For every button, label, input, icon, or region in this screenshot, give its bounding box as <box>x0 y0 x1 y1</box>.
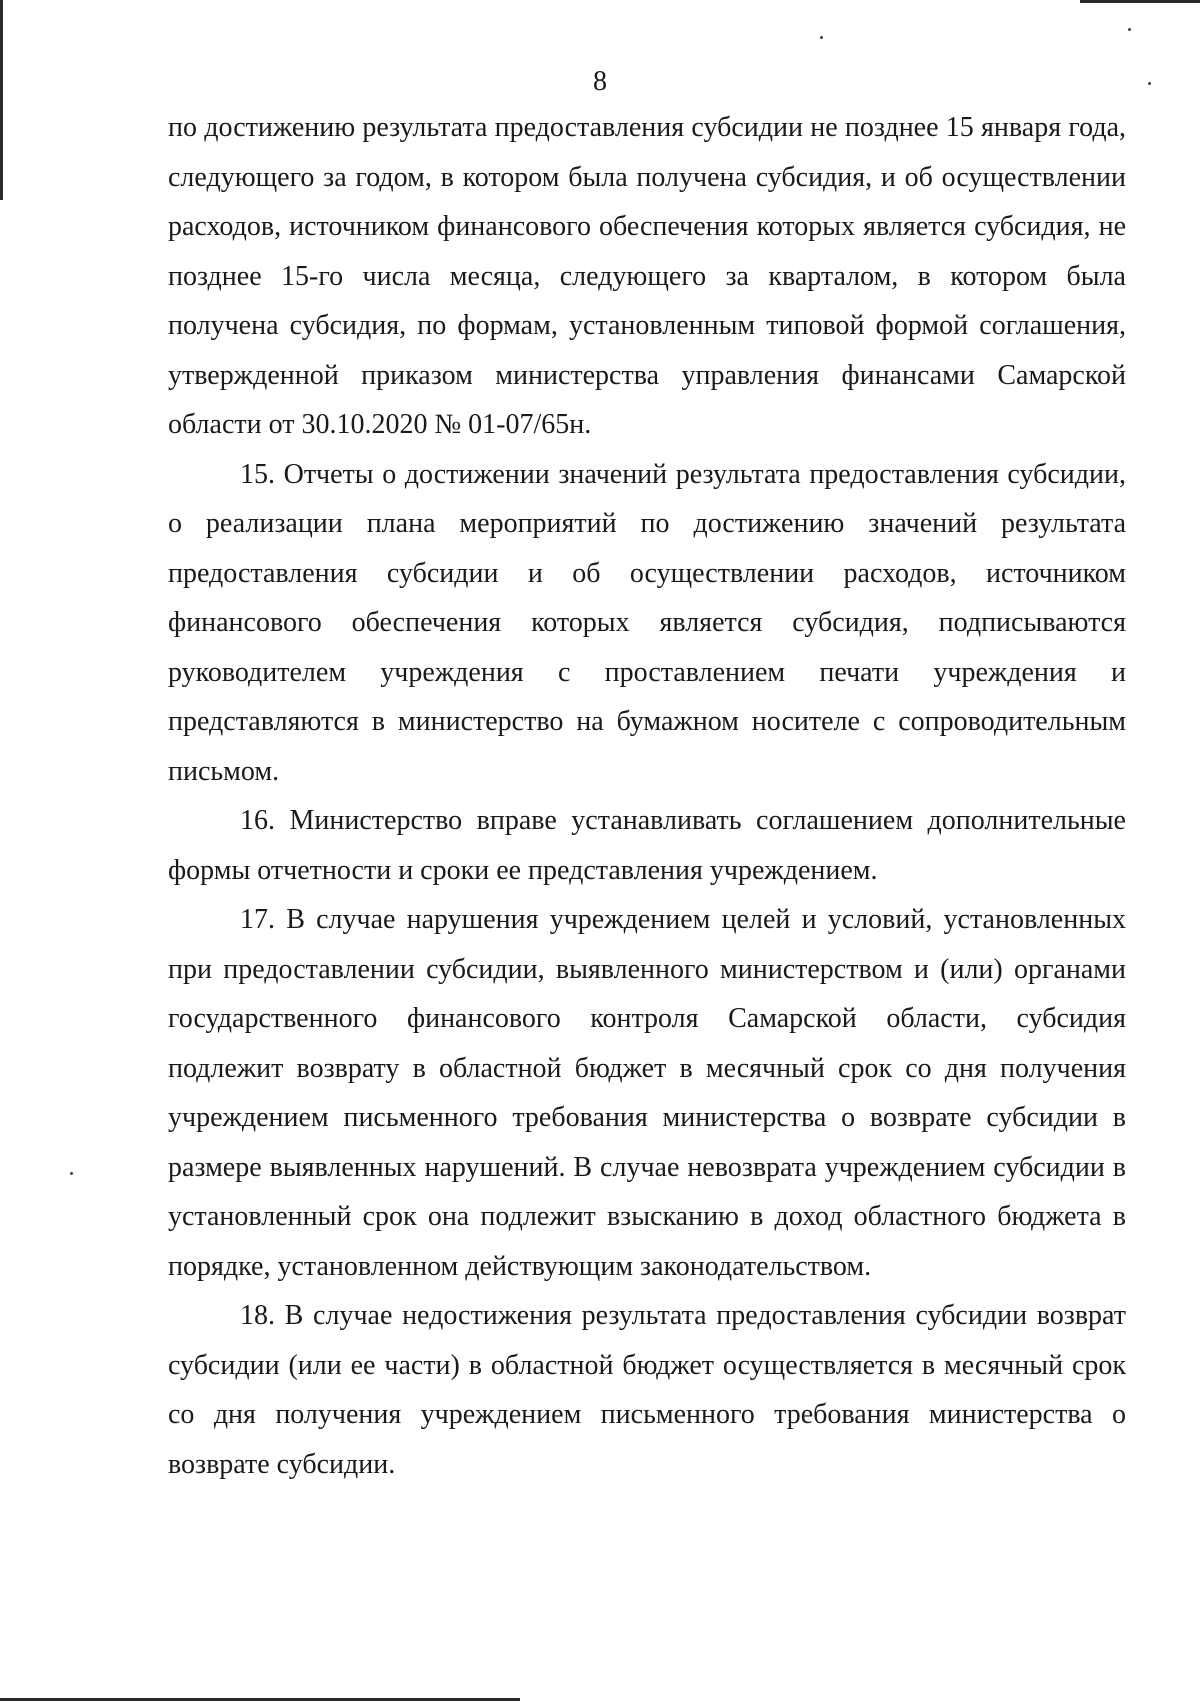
scan-edge-top <box>1080 0 1200 3</box>
document-body <box>168 103 1126 1489</box>
paragraph-continuation: по достижению результата предоставления субсидии не позднее 15 января года, следующего за годом, в котором была получена субсидия, и об осуществлении расходов, источником финансового обеспечения которых является субсидия, не позднее 15-го числа месяца, следующего за кварталом, в котором была получена субсидия, по формам, установленным типовой формой соглашения, утвержденной приказом министерства управления финансами Самарской области от 30.10.2020 № 01-07/65н. <box>168 112 1126 440</box>
paragraph-18: 18. В случае недостижения результата предоставления субсидии возврат субсидии (или ее части) в областной бюджет осуществляется в месячный срок со дня получения учреждением письменного требования министерства о возврате субсидии. <box>168 1300 1126 1480</box>
scan-edge-left <box>0 0 3 200</box>
scan-speck <box>70 1172 73 1175</box>
scan-speck <box>1128 28 1131 31</box>
scan-edge-bottom <box>0 1698 520 1701</box>
paragraph-16: 16. Министерство вправе устанавливать соглашением дополнительные формы отчетности и сроки ее представления учреждением. <box>168 805 1126 886</box>
scan-speck <box>820 36 823 39</box>
page-number: 8 <box>593 66 607 97</box>
paragraph-17: 17. В случае нарушения учреждением целей и условий, установленных при предоставлении субсидии, выявленного министерством и (или) органами государственного финансового контроля Самарской области, субсидия подлежит возврату в областной бюджет в месячный срок со дня получения учреждением письменного требования министерства о возврате субсидии в размере выявленных нарушений. В случае невозврата учреждением субсидии в установленный срок она подлежит взысканию в доход областного бюджета в порядке, установленном действующим законодательством. <box>168 904 1126 1282</box>
paragraph-15: 15. Отчеты о достижении значений результата предоставления субсидии, о реализации плана мероприятий по достижению значений результата предоставления субсидии и об осуществлении расходов, источником финансового обеспечения которых является субсидия, подписываются руководителем учреждения с проставлением печати учреждения и представляются в министерство на бумажном носителе с сопроводительным письмом. <box>168 458 1126 787</box>
